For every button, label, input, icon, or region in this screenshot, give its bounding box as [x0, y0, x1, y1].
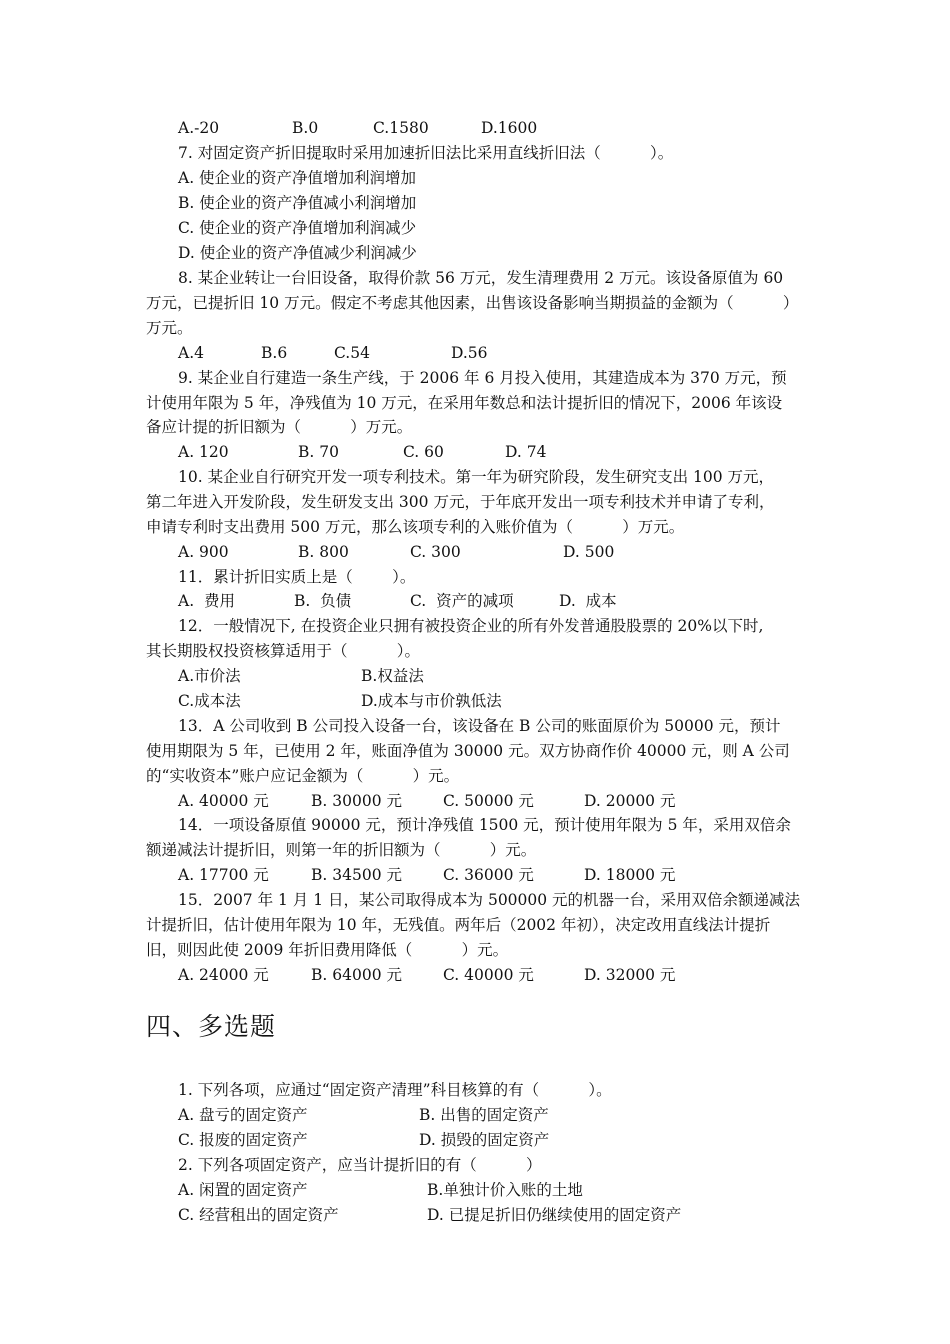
q7-option-a: A. 使企业的资产净值增加利润增加 — [178, 169, 417, 187]
q9-option-c: C. 60 — [403, 443, 444, 461]
q7-option-b: B. 使企业的资产净值减小利润增加 — [178, 194, 417, 212]
m2-option-d: D. 已提足折旧仍继续使用的固定资产 — [427, 1206, 682, 1224]
q7-stem: 7. 对固定资产折旧提取时采用加速折旧法比采用直线折旧法（ ）。 — [178, 144, 674, 162]
q12-line-2: 其长期股权投资核算适用于（ ）。 — [146, 642, 421, 660]
q8-option-c: C.54 — [334, 344, 370, 362]
q10-option-a: A. 900 — [178, 543, 229, 561]
q12-option-a: A.市价法 — [178, 667, 241, 685]
q12-option-c: C.成本法 — [178, 692, 241, 710]
q15-option-a: A. 24000 元 — [178, 966, 269, 984]
q8-option-a: A.4 — [178, 344, 204, 362]
q6-option-c: C.1580 — [373, 119, 429, 137]
q8-option-b: B.6 — [261, 344, 288, 362]
m1-option-b: B. 出售的固定资产 — [419, 1106, 549, 1124]
q11-option-a: A. 费用 — [178, 592, 235, 610]
q9-line-3: 备应计提的折旧额为（ ）万元。 — [146, 418, 413, 436]
q13-option-a: A. 40000 元 — [178, 792, 269, 810]
q10-option-b: B. 800 — [298, 543, 349, 561]
m2-option-a: A. 闲置的固定资产 — [178, 1181, 308, 1199]
q13-line-1: 13．A 公司收到 B 公司投入设备一台，该设备在 B 公司的账面原价为 50000 元，预计 — [178, 717, 781, 735]
section-heading: 四、多选题 — [146, 1012, 277, 1041]
q14-option-c: C. 36000 元 — [443, 866, 534, 884]
q15-line-1: 15．2007 年 1 月 1 日，某公司取得成本为 500000 元的机器一台，采用双倍余额递减法 — [178, 891, 801, 909]
q14-option-d: D. 18000 元 — [584, 866, 676, 884]
q9-option-d: D. 74 — [505, 443, 547, 461]
q14-line-1: 14．一项设备原值 90000 元，预计净残值 1500 元，预计使用年限为 5 年，采用双倍余 — [178, 816, 791, 834]
q11-stem: 11．累计折旧实质上是（ ）。 — [178, 568, 416, 586]
q9-option-a: A. 120 — [178, 443, 229, 461]
m2-option-c: C. 经营租出的固定资产 — [178, 1206, 339, 1224]
q11-option-b: B. 负债 — [294, 592, 352, 610]
q10-option-c: C. 300 — [410, 543, 461, 561]
q14-line-2: 额递减法计提折旧，则第一年的折旧额为（ ）元。 — [146, 841, 537, 859]
q8-option-d: D.56 — [451, 344, 488, 362]
q14-option-a: A. 17700 元 — [178, 866, 269, 884]
m1-option-a: A. 盘亏的固定资产 — [178, 1106, 308, 1124]
q10-line-1: 10. 某企业自行研究开发一项专利技术。第一年为研究阶段，发生研究支出 100 万元， — [178, 468, 775, 486]
q15-line-3: 旧，则因此使 2009 年折旧费用降低（ ）元。 — [146, 941, 509, 959]
q13-option-c: C. 50000 元 — [443, 792, 534, 810]
q8-line-2: 万元，已提折旧 10 万元。假定不考虑其他因素，出售该设备影响当期损益的金额为（ ） — [146, 294, 799, 312]
q15-option-d: D. 32000 元 — [584, 966, 676, 984]
q9-line-1: 9. 某企业自行建造一条生产线，于 2006 年 6 月投入使用，其建造成本为 370 万元，预 — [178, 369, 787, 387]
q7-option-d: D. 使企业的资产净值减少利润减少 — [178, 244, 417, 262]
q9-option-b: B. 70 — [298, 443, 339, 461]
q11-option-c: C. 资产的减项 — [410, 592, 514, 610]
q13-option-b: B. 30000 元 — [311, 792, 402, 810]
q10-option-d: D. 500 — [563, 543, 615, 561]
q9-line-2: 计使用年限为 5 年，净残值为 10 万元，在采用年数总和法计提折旧的情况下，2006 年该设 — [146, 394, 783, 412]
q15-option-c: C. 40000 元 — [443, 966, 534, 984]
m1-stem: 1. 下列各项，应通过“固定资产清理”科目核算的有（ ）。 — [178, 1081, 612, 1099]
q10-line-2: 第二年进入开发阶段，发生研发支出 300 万元，于年底开发出一项专利技术并申请了专利， — [146, 493, 775, 511]
q13-line-2: 使用期限为 5 年，已使用 2 年，账面净值为 30000 元。双方协商作价 40000 元，则 A 公司 — [146, 742, 790, 760]
q6-option-a: A.-20 — [178, 119, 220, 137]
q7-option-c: C. 使企业的资产净值增加利润减少 — [178, 219, 417, 237]
q11-option-d: D. 成本 — [559, 592, 617, 610]
q15-option-b: B. 64000 元 — [311, 966, 402, 984]
q12-option-d: D.成本与市价孰低法 — [361, 692, 502, 710]
q12-line-1: 12．一般情况下, 在投资企业只拥有被投资企业的所有外发普通股股票的 20%以下时, — [178, 617, 764, 635]
q15-line-2: 计提折旧，估计使用年限为 10 年，无残值。两年后（2002 年初），决定改用直线法计提折 — [146, 916, 771, 934]
m2-stem: 2. 下列各项固定资产，应当计提折旧的有（ ） — [178, 1156, 542, 1174]
q6-option-b: B.0 — [292, 119, 319, 137]
q14-option-b: B. 34500 元 — [311, 866, 402, 884]
m2-option-b: B.单独计价入账的土地 — [427, 1181, 583, 1199]
q6-option-d: D.1600 — [481, 119, 538, 137]
q10-line-3: 申请专利时支出费用 500 万元，那么该项专利的入账价值为（ ）万元。 — [146, 518, 685, 536]
q13-option-d: D. 20000 元 — [584, 792, 676, 810]
q8-line-1: 8. 某企业转让一台旧设备，取得价款 56 万元，发生清理费用 2 万元。该设备原值为 60 — [178, 269, 784, 287]
m1-option-d: D. 损毁的固定资产 — [419, 1131, 550, 1149]
q8-line-3: 万元。 — [146, 319, 193, 337]
q12-option-b: B.权益法 — [361, 667, 424, 685]
m1-option-c: C. 报废的固定资产 — [178, 1131, 308, 1149]
q13-line-3: 的“实收资本”账户应记金额为（ ）元。 — [146, 767, 460, 785]
